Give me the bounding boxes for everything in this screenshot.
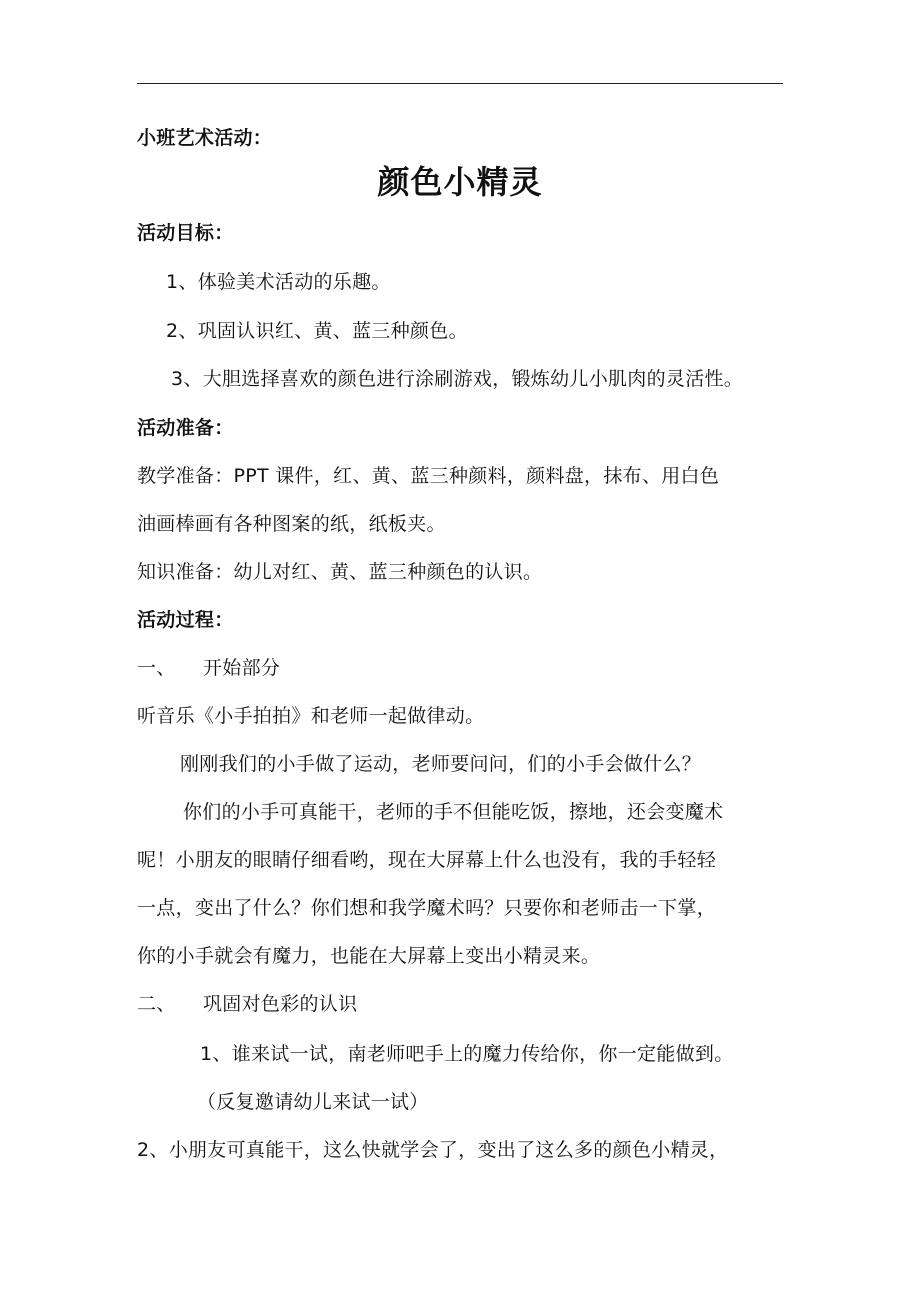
- part2-title: 巩固对色彩的认识: [203, 993, 358, 1015]
- part1-line-3: 你们的小手可真能干，老师的手不但能吃饭，擦地，还会变魔术: [183, 801, 724, 823]
- part2-line-1: 1、谁来试一试，南老师吧手上的魔力传给你，你一定能做到。: [200, 1043, 734, 1065]
- document-title: 颜色小精灵: [377, 163, 543, 201]
- goal-item-2: 2、巩固认识红、黄、蓝三种颜色。: [166, 320, 468, 342]
- prep-heading: 活动准备：: [137, 417, 234, 439]
- part2-line-3: 2、小朋友可真能干，这么快就学会了，变出了这么多的颜色小精灵，: [137, 1139, 729, 1161]
- header-rule: [137, 83, 783, 84]
- part1-line-2: 刚刚我们的小手做了运动，老师要问问，们的小手会做什么？: [180, 753, 702, 775]
- part1-line-1: 听音乐《小手拍拍》和老师一起做律动。: [137, 705, 485, 727]
- prep-teaching-line-1: 教学准备：PPT 课件，红、黄、蓝三种颜料，颜料盘，抹布、用白色: [137, 465, 720, 487]
- goal-item-3: 3、大胆选择喜欢的颜色进行涂刷游戏，锻炼幼儿小肌肉的灵活性。: [171, 368, 744, 390]
- part1-number: 一、: [137, 657, 176, 679]
- prep-teaching-line-2: 油画棒画有各种图案的纸，纸板夹。: [137, 513, 446, 535]
- part1-title: 开始部分: [203, 657, 281, 679]
- part2-number: 二、: [137, 993, 176, 1015]
- activity-category: 小班艺术活动：: [137, 127, 273, 149]
- part2-line-2: （反复邀请幼儿来试一试）: [197, 1091, 429, 1113]
- part1-line-6: 你的小手就会有魔力，也能在大屏幕上变出小精灵来。: [137, 945, 601, 967]
- prep-knowledge: 知识准备：幼儿对红、黄、蓝三种颜色的认识。: [137, 561, 543, 583]
- part1-line-5: 一点，变出了什么？你们想和我学魔术吗？只要你和老师击一下掌，: [137, 897, 717, 919]
- goal-item-1: 1、体验美术活动的乐趣。: [166, 271, 391, 293]
- process-heading: 活动过程：: [137, 609, 234, 631]
- goals-heading: 活动目标：: [137, 222, 234, 244]
- part1-line-4: 呢！小朋友的眼睛仔细看哟，现在大屏幕上什么也没有，我的手轻轻: [137, 849, 717, 871]
